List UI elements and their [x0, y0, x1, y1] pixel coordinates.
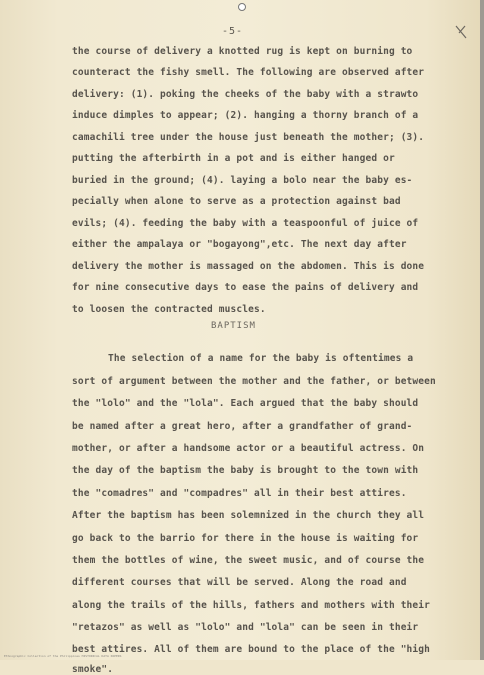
text-line: the course of delivery a knotted rug is kept on burning to	[72, 46, 413, 57]
text-line: for nine consecutive days to ease the pains of delivery and	[72, 282, 419, 293]
text-line: putting the afterbirth in a pot and is either hanged or	[72, 153, 395, 164]
text-line: either the ampalaya or "bogayong",etc. The next day after	[72, 239, 407, 250]
text-line: pecially when alone to serve as a protection against bad	[72, 196, 401, 207]
archive-footer: Ethnographic Collection of the Philippines HISTORICAL DATA PAPERS	[4, 654, 122, 658]
scan-edge	[480, 0, 484, 660]
text-line: best attires. All of them are bound to the place of the "high	[72, 644, 431, 655]
text-line: "retazos" as well as "lolo" and "lola" can be seen in their	[72, 622, 419, 633]
text-line: delivery: (1). poking the cheeks of the baby with a strawto	[72, 89, 419, 100]
page-number: -5-	[222, 26, 244, 37]
binding-hole-icon	[238, 3, 246, 11]
text-line: The selection of a name for the baby is oftentimes a	[108, 353, 414, 364]
text-line: along the trails of the hills, fathers and mothers with their	[72, 600, 431, 611]
text-line: evils; (4). feeding the baby with a teaspoonful of juice of	[72, 218, 419, 229]
text-line: go back to the barrio for there in the house is waiting for	[72, 533, 419, 544]
text-line: delivery the mother is massaged on the abdomen. This is done	[72, 261, 425, 272]
text-line: smoke".	[72, 664, 114, 675]
text-line: camachili tree under the house just beneath the mother; (3).	[72, 132, 425, 143]
text-line: buried in the ground; (4). laying a bolo near the baby es-	[72, 175, 413, 186]
section-heading: BAPTISM	[211, 321, 256, 331]
text-line: be named after a great hero, after a grandfather of grand-	[72, 421, 413, 432]
handwritten-x-mark-icon	[454, 24, 468, 40]
text-line: the "comadres" and "compadres" all in their best attires.	[72, 488, 407, 499]
text-line: them the bottles of wine, the sweet music, and of course the	[72, 555, 425, 566]
text-line: different courses that will be served. Along the road and	[72, 577, 407, 588]
text-line: induce dimples to appear; (2). hanging a thorny branch of a	[72, 110, 419, 121]
text-line: the "lolo" and the "lola". Each argued that the baby should	[72, 398, 419, 409]
text-line: After the baptism has been solemnized in the church they all	[72, 510, 425, 521]
text-line: mother, or after a handsome actor or a beautiful actress. On	[72, 443, 425, 454]
text-line: sort of argument between the mother and the father, or between	[72, 376, 436, 387]
text-line: to loosen the contracted muscles.	[72, 304, 266, 315]
text-line: counteract the fishy smell. The following are observed after	[72, 67, 425, 78]
text-line: the day of the baptism the baby is brought to the town with	[72, 465, 419, 476]
